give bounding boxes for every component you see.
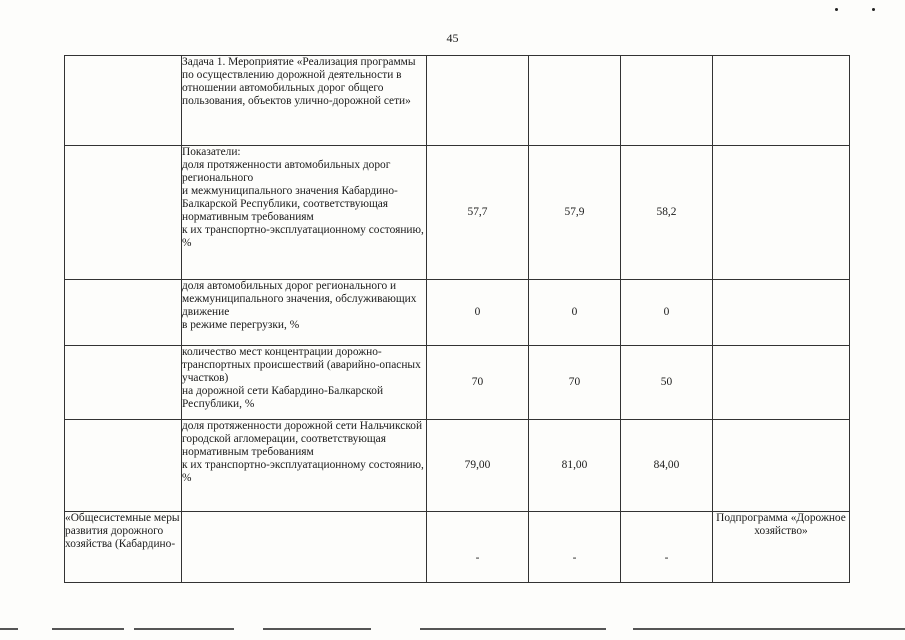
table-row xyxy=(65,346,850,420)
value-cell: 84,00 xyxy=(621,420,713,512)
table-row xyxy=(65,512,850,583)
value-cell: 57,9 xyxy=(529,146,621,280)
row-label-cell xyxy=(65,420,182,512)
scan-edge-line xyxy=(0,628,18,630)
scan-edge-line xyxy=(52,628,124,630)
value-cell xyxy=(621,56,713,146)
table-row xyxy=(65,56,850,146)
value-cell: 50 xyxy=(621,346,713,420)
page-number: 45 xyxy=(446,31,459,45)
indicator-description: количество мест концентрации дорожно-транспортных происшествий (аварийно-опасных участков) на дорожной сети Кабардино-Балкарской Республики, % xyxy=(182,346,427,420)
value-cell: 0 xyxy=(427,280,529,346)
value-cell: 0 xyxy=(621,280,713,346)
value-cell: 58,2 xyxy=(621,146,713,280)
indicator-description: доля автомобильных дорог регионального и межмуниципального значения, обслуживающих движение в режиме перегрузки, % xyxy=(182,280,427,346)
subprogram-cell xyxy=(713,56,850,146)
value-cell: 0 xyxy=(529,280,621,346)
scan-edge-line xyxy=(134,628,234,630)
table-row xyxy=(65,146,850,280)
value-cell: - xyxy=(621,512,713,583)
value-cell xyxy=(529,56,621,146)
subprogram-cell xyxy=(713,280,850,346)
indicators-table xyxy=(64,55,850,583)
scan-mark xyxy=(872,8,875,11)
row-label-cell xyxy=(65,346,182,420)
scan-mark xyxy=(835,8,838,11)
value-cell: 79,00 xyxy=(427,420,529,512)
scan-edge-line xyxy=(633,628,905,630)
scan-edge-line xyxy=(263,628,371,630)
value-cell: - xyxy=(427,512,529,583)
indicator-description: доля протяженности дорожной сети Нальчикской городской агломерации, соответствующая нормативным требованиям к их транспортно-эксплуатационному состоянию, % xyxy=(182,420,427,512)
indicator-description xyxy=(182,512,427,583)
value-cell: 57,7 xyxy=(427,146,529,280)
value-cell xyxy=(427,56,529,146)
subprogram-name: Подпрограмма «Дорожное хозяйство» xyxy=(713,512,850,583)
row-label-cell xyxy=(65,56,182,146)
table-row xyxy=(65,280,850,346)
table-row xyxy=(65,420,850,512)
row-label-cell xyxy=(65,146,182,280)
subprogram-cell xyxy=(713,420,850,512)
value-cell: 81,00 xyxy=(529,420,621,512)
measure-title: «Общесистемные меры развития дорожного хозяйства (Кабардино- xyxy=(65,512,182,583)
task-description: Задача 1. Мероприятие «Реализация программы по осуществлению дорожной деятельности в отношении автомобильных дорог общего пользования, объектов улично-дорожной сети» xyxy=(182,56,427,146)
value-cell: - xyxy=(529,512,621,583)
subprogram-cell xyxy=(713,346,850,420)
value-cell: 70 xyxy=(529,346,621,420)
row-label-cell xyxy=(65,280,182,346)
indicator-description: Показатели: доля протяженности автомобильных дорог регионального и межмуниципального значения Кабардино-Балкарской Республики, соответствующая нормативным требованиям к их транспортно-эксплуатационному состоянию, % xyxy=(182,146,427,280)
scan-edge-line xyxy=(420,628,606,630)
value-cell: 70 xyxy=(427,346,529,420)
subprogram-cell xyxy=(713,146,850,280)
